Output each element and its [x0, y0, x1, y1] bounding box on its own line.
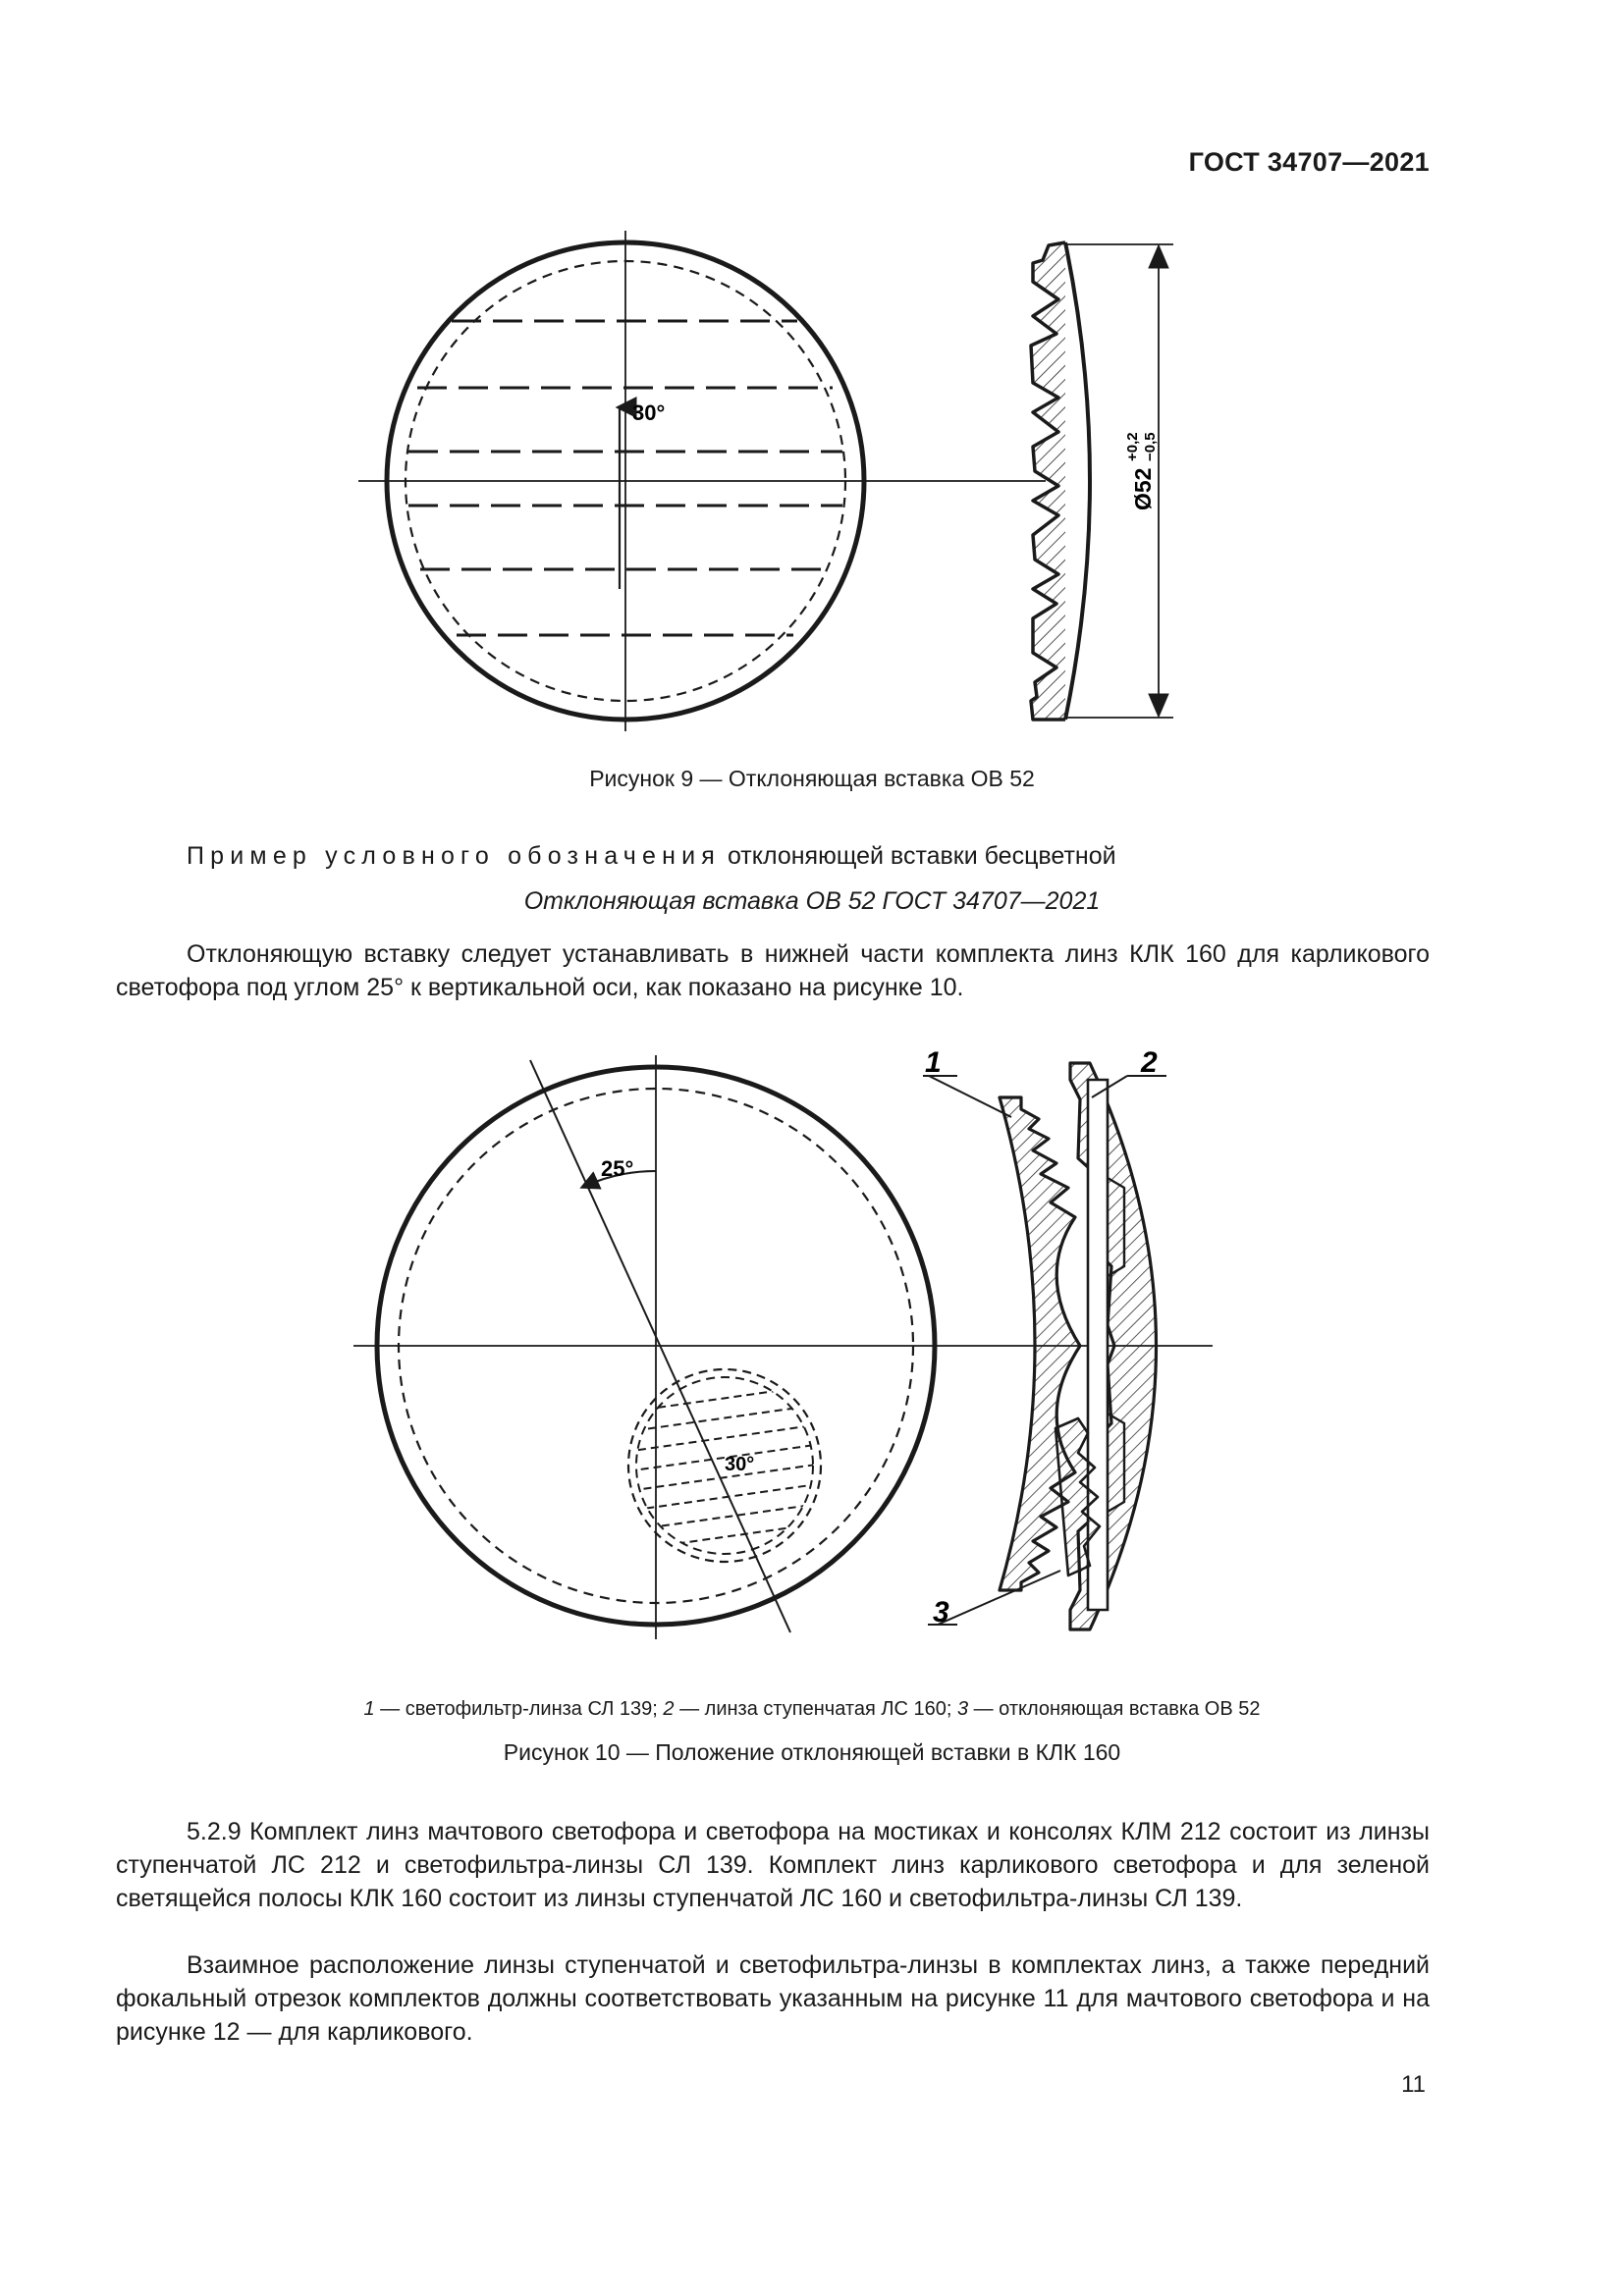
legend-text-1: — светофильтр-линза СЛ 139;	[374, 1698, 664, 1720]
paragraph-install: Отклоняющую вставку следует устанавливать в нижней части комплекта линз КЛК 160 для карликового светофора под углом 25° к вертикальной оси, как показано на рисунке 10.	[116, 940, 1430, 1001]
document-number: ГОСТ 34707—2021	[1188, 147, 1430, 177]
legend-text-3: — отклоняющая вставка ОВ 52	[968, 1698, 1261, 1720]
legend-num-3: 3	[956, 1698, 969, 1720]
inner-angle-label-30: 30°	[725, 1454, 755, 1475]
callout-2: 2	[1141, 1046, 1158, 1079]
legend-num-1: 1	[363, 1698, 375, 1720]
example-designation: Отклоняющая вставка ОВ 52 ГОСТ 34707—2021	[523, 887, 1101, 915]
figure-9-caption: Рисунок 9 — Отклоняющая вставка ОВ 52	[589, 766, 1035, 791]
angle-label-30: 30°	[632, 400, 666, 425]
example-lead-spaced: Пример условного обозначения	[187, 842, 721, 870]
legend-text-2: — линза ступенчатая ЛС 160;	[674, 1698, 957, 1720]
paragraph-mutual-arrangement: Взаимное расположение линзы ступенчатой и светофильтра-линзы в комплектах линз, а также передний фокальный отрезок комплектов должны соответствовать указанным на рисунке 11 для мачтового светофора и на рисунке 12 — для карликового.	[116, 1951, 1430, 2046]
legend-num-2: 2	[663, 1698, 675, 1720]
callout-1: 1	[925, 1046, 942, 1079]
tolerance-lower: −0,5	[1142, 432, 1159, 461]
figure-10-caption: Рисунок 10 — Положение отклоняющей вставки в КЛК 160	[503, 1739, 1121, 1765]
example-lead-rest: отклоняющей вставки бесцветной	[721, 842, 1116, 870]
callout-3: 3	[933, 1596, 949, 1629]
angle-label-25: 25°	[601, 1156, 634, 1181]
page-number: 11	[1401, 2071, 1426, 2098]
lens-set-side-profile	[923, 1046, 1166, 1629]
paragraph-5-2-9: 5.2.9 Комплект линз мачтового светофора и светофора на мостиках и консолях КЛМ 212 состоит из линзы ступенчатой ЛС 212 и светофильтра-линзы СЛ 139. Комплект линз карликового светофора и для зеленой светящейся полосы КЛК 160 состоит из линзы ступенчатой ЛС 160 и светофильтра-линзы СЛ 139.	[116, 1818, 1430, 1912]
figure-10-legend	[0, 1698, 1624, 1721]
tolerance-upper: +0,2	[1124, 432, 1141, 461]
diameter-label: Ø52	[1130, 467, 1156, 510]
